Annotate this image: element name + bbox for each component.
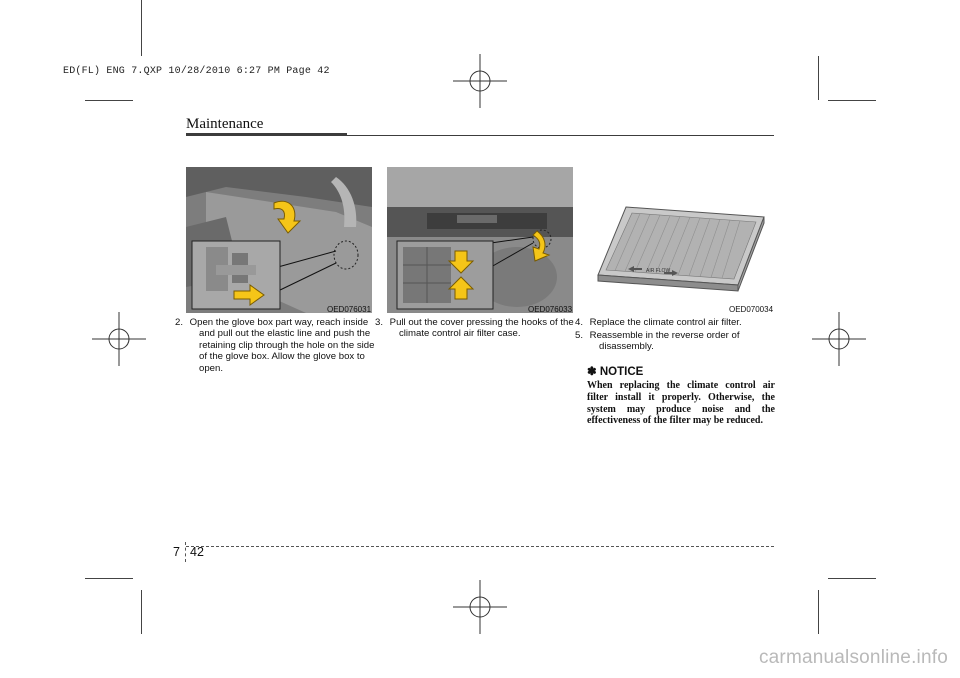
registration-mark-bottom <box>453 580 507 634</box>
section-title: Maintenance <box>186 116 264 132</box>
watermark: carmanualsonline.info <box>758 647 948 668</box>
print-slug: ED(FL) ENG 7.QXP 10/28/2010 6:27 PM Page 42 <box>63 66 330 77</box>
figure-code: OED070034 <box>729 305 774 314</box>
chapter-number: 7 <box>173 545 180 559</box>
registration-mark-top <box>453 54 507 108</box>
step-text: Pull out the cover pressing the hooks of the climate control air filter case. <box>389 317 574 340</box>
notice-symbol-icon: ✽ <box>587 366 597 378</box>
step-2: 2. Open the glove box part way, reach inside and pull out the elastic line and push the retaining clip through the hole on the side of the glove box. Allow the glove box to open. <box>175 317 375 374</box>
notice-title: NOTICE <box>599 366 644 378</box>
crop-mark-top-left-h <box>85 100 133 101</box>
footer-rule <box>186 546 774 547</box>
crop-mark-bottom-left-v <box>141 590 142 634</box>
registration-mark-left <box>92 312 146 366</box>
figure-code: OED076031 <box>327 305 372 314</box>
figure-air-filter <box>588 167 774 313</box>
notice-body: When replacing the climate control air filter install it properly. Otherwise, the system may produce noise and the effectiveness of the filter may be reduced. <box>587 380 775 427</box>
step-3: 3. Pull out the cover pressing the hooks of the climate control air filter case. <box>375 317 574 340</box>
step-4: 4. Replace the climate control air filter. <box>575 317 742 328</box>
crop-mark-bottom-left-h <box>85 578 133 579</box>
crop-mark-top-left-v <box>141 0 142 56</box>
figure-glove-box <box>186 167 372 313</box>
registration-mark-right <box>812 312 866 366</box>
crop-mark-top-right-h <box>828 100 876 101</box>
footer-divider <box>185 542 187 562</box>
step-text: Reassemble in the reverse order of disassembly. <box>589 330 740 353</box>
notice-heading <box>587 364 643 378</box>
step-5: 5. Reassemble in the reverse order of disassembly. <box>575 330 740 353</box>
figure-filter-cover <box>387 167 573 313</box>
header-rule <box>186 135 774 136</box>
page-number: 42 <box>190 545 204 559</box>
filter-airflow-label: AIR FLOW <box>646 268 671 274</box>
crop-mark-top-right-v <box>818 56 819 100</box>
crop-mark-bottom-right-h <box>828 578 876 579</box>
crop-mark-bottom-right-v <box>818 590 819 634</box>
step-text: Open the glove box part way, reach inside and pull out the elastic line and push the retaining clip through the hole on the side of the glove box. Allow the glove box to open. <box>189 317 375 374</box>
step-text: Replace the climate control air filter. <box>589 317 742 328</box>
figure-code: OED076033 <box>528 305 573 314</box>
